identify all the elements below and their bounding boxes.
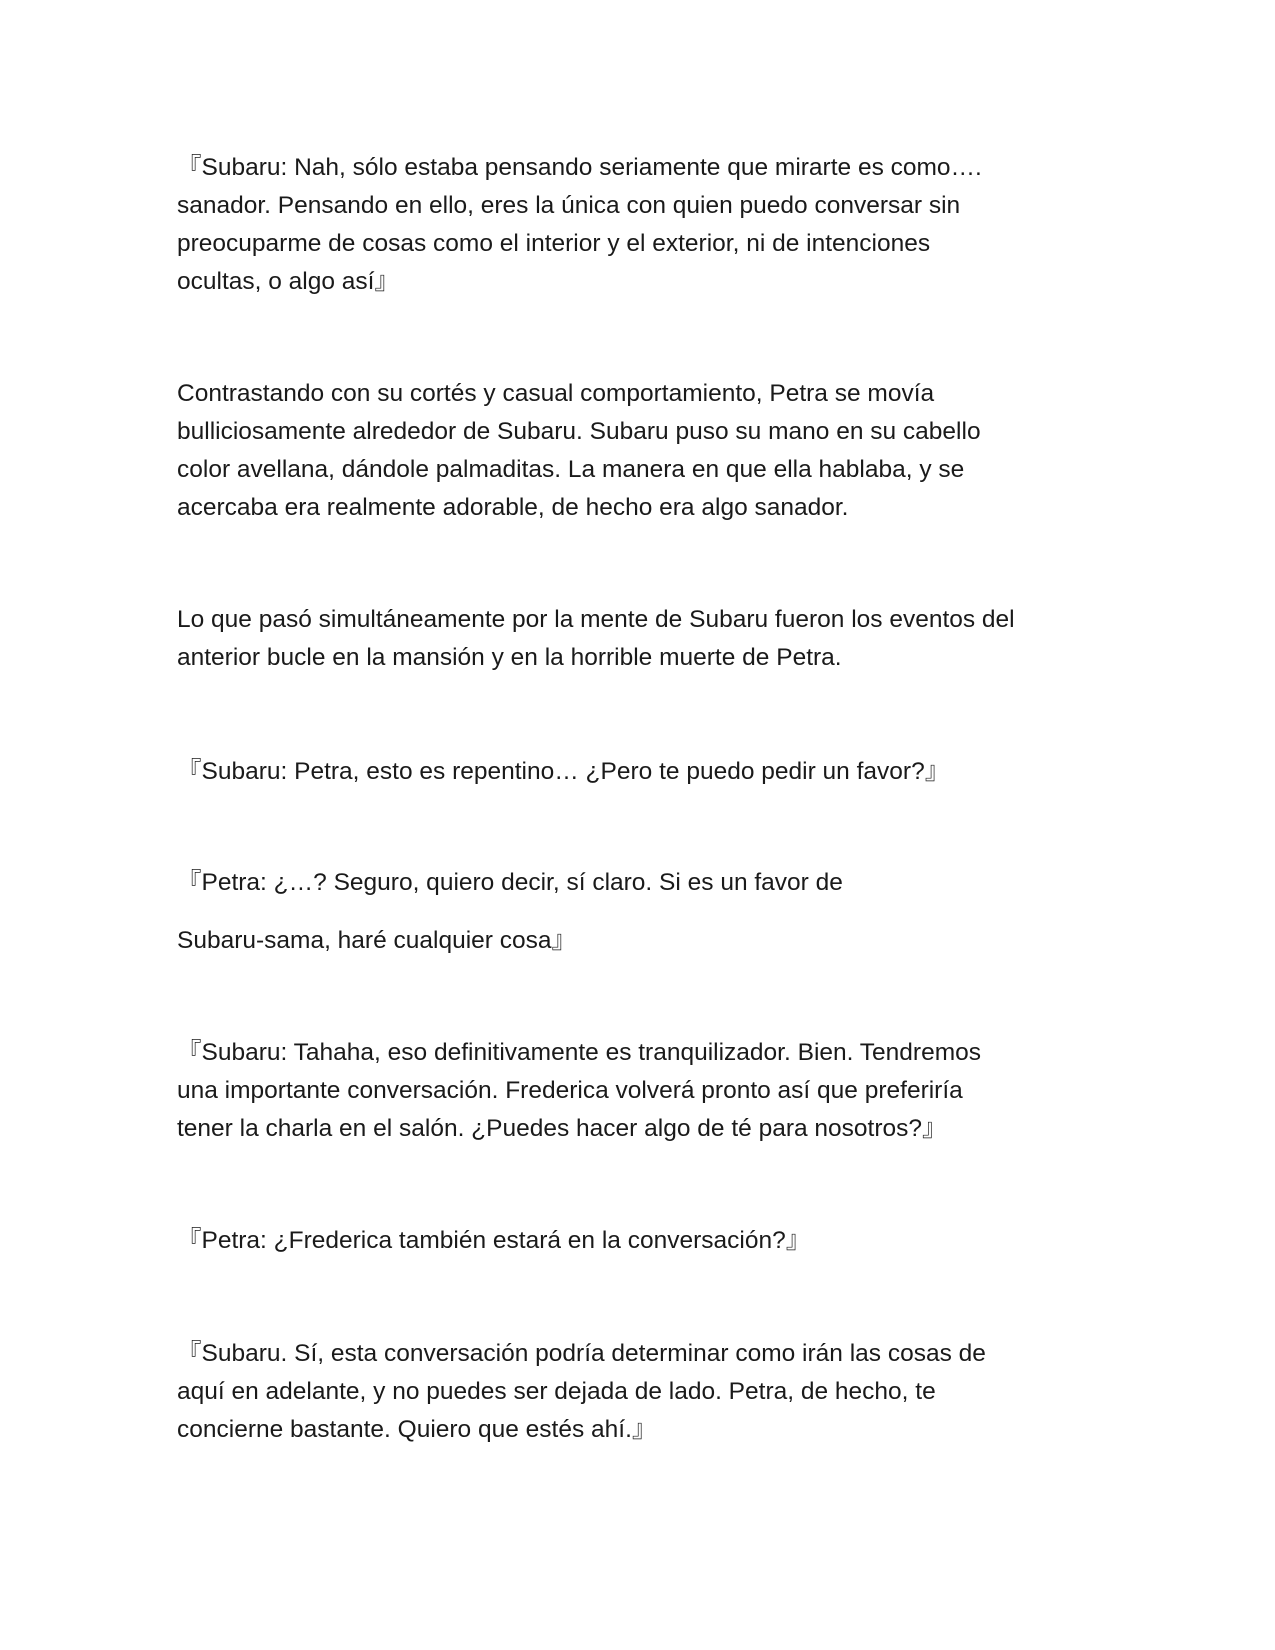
paragraph-line: 『Subaru: Nah, sólo estaba pensando seriamente que mirarte es como…. <box>177 154 982 181</box>
paragraph-line: tener la charla en el salón. ¿Puedes hacer algo de té para nosotros?』 <box>177 1115 947 1142</box>
paragraph-line: Lo que pasó simultáneamente por la mente de Subaru fueron los eventos del <box>177 606 1015 633</box>
paragraph-line: 『Petra: ¿Frederica también estará en la conversación?』 <box>177 1227 811 1254</box>
paragraph-line: anterior bucle en la mansión y en la horrible muerte de Petra. <box>177 644 842 671</box>
paragraph-line: 『Subaru. Sí, esta conversación podría determinar como irán las cosas de <box>177 1340 986 1367</box>
paragraph-line: Subaru-sama, haré cualquier cosa』 <box>177 927 577 954</box>
paragraph-line: una importante conversación. Frederica volverá pronto así que preferiría <box>177 1077 963 1104</box>
paragraph-line: preocuparme de cosas como el interior y el exterior, ni de intenciones <box>177 230 931 257</box>
paragraph-line: Contrastando con su cortés y casual comportamiento, Petra se movía <box>177 380 935 407</box>
paragraph-line: 『Subaru: Petra, esto es repentino… ¿Pero te puedo pedir un favor?』 <box>177 758 950 785</box>
paragraph-line: sanador. Pensando en ello, eres la única con quien puedo conversar sin <box>177 192 961 219</box>
paragraph-line: ocultas, o algo así』 <box>177 268 399 295</box>
paragraph-line: 『Petra: ¿…? Seguro, quiero decir, sí claro. Si es un favor de <box>177 869 843 896</box>
paragraph-line: aquí en adelante, y no puedes ser dejada de lado. Petra, de hecho, te <box>177 1378 936 1405</box>
paragraph-line: color avellana, dándole palmaditas. La manera en que ella hablaba, y se <box>177 456 965 483</box>
paragraph-line: acercaba era realmente adorable, de hecho era algo sanador. <box>177 494 849 521</box>
paragraph-line: 『Subaru: Tahaha, eso definitivamente es tranquilizador. Bien. Tendremos <box>177 1039 982 1066</box>
paragraph-line: concierne bastante. Quiero que estés ahí.』 <box>177 1416 657 1443</box>
paragraph-line: bulliciosamente alrededor de Subaru. Subaru puso su mano en su cabello <box>177 418 981 445</box>
